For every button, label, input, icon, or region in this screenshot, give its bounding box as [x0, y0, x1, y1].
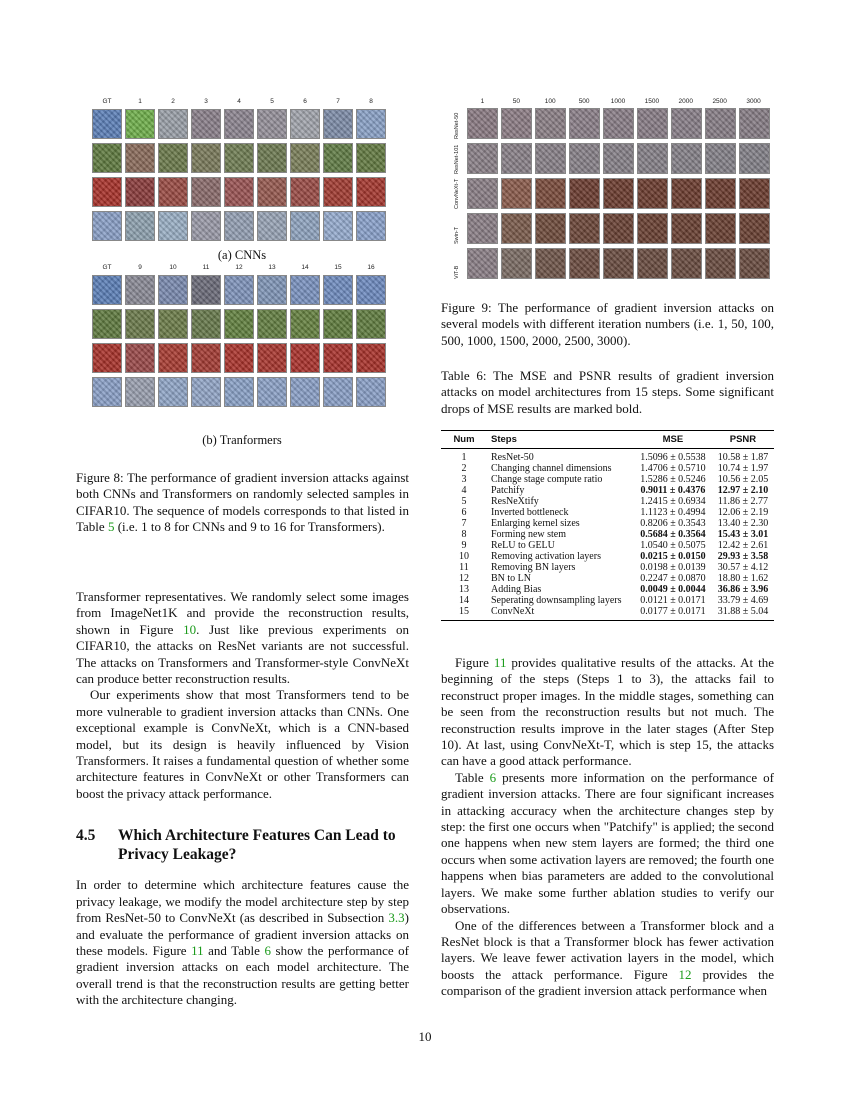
right-paragraph-3: One of the differences between a Transformer block and a ResNet block is that a Transformer block has fewer activation layers. We leave fewer activation layers in the model, which boosts the attack performance. Figure 12 provides the comparison of the gradient inversion attack performance when — [441, 917, 775, 999]
column-label: GT — [102, 98, 112, 105]
left-paragraph-3: In order to determine which architecture features cause the privacy leakage, we modify the model architecture step by step from ResNet-50 to ConvNeXt (as described in Subsection 3.3) and evaluate the performance of gradient inversion attacks on these models. Figure 11 and Table 6 show the performance of gradient inversion attacks on each model architecture. The overall trend is that the reconstruction results are getting better with the architecture changing. — [76, 877, 409, 1008]
cell-mse: 0.8206 ± 0.3543 — [640, 518, 706, 529]
column-label: 2500 — [712, 98, 727, 105]
thumbnail-image — [257, 109, 287, 139]
thumbnail-image — [501, 213, 532, 244]
thumbnail-image — [739, 178, 770, 209]
cell-psnr: 36.86 ± 3.96 — [717, 584, 769, 595]
cell-num: 7 — [461, 518, 467, 529]
fig9-caption: Figure 9: The performance of gradient inversion attacks on several models with different iteration numbers (i.e. 1, 50, 100, 500, 1000, 1500, 2000, 2500, 3000). — [441, 300, 774, 348]
thumbnail-image — [569, 178, 600, 209]
thumbnail-image — [356, 143, 386, 173]
table-row — [441, 449, 774, 464]
right-body — [441, 655, 774, 1000]
fig8a-subcaption: (a) CNNs — [217, 248, 267, 262]
cell-mse: 1.0540 ± 0.5075 — [640, 540, 706, 551]
thumbnail-image — [467, 178, 498, 209]
cell-mse: 0.9011 ± 0.4376 — [640, 485, 706, 496]
thumbnail-image — [290, 377, 320, 407]
thumbnail-image — [158, 211, 188, 241]
row-label: ResNet-101 — [454, 144, 460, 174]
cell-psnr: 12.06 ± 2.19 — [717, 507, 769, 518]
thumbnail-image — [92, 275, 122, 305]
thumbnail-image — [191, 309, 221, 339]
thumbnail-image — [671, 108, 702, 139]
thumbnail-image — [224, 143, 254, 173]
cell-mse: 1.2415 ± 0.6934 — [640, 496, 706, 507]
cell-num: 5 — [461, 496, 467, 507]
table-row — [441, 485, 774, 496]
thumbnail-image — [535, 248, 566, 279]
thumbnail-image — [569, 108, 600, 139]
table-6-link[interactable]: 6 — [264, 942, 271, 958]
thumbnail-image — [158, 377, 188, 407]
thumbnail-image — [356, 211, 386, 241]
header-steps: Steps — [491, 434, 517, 445]
section-title: Which Architecture Features Can Lead to Privacy Leakage? — [118, 827, 396, 864]
thumbnail-image — [467, 213, 498, 244]
thumbnail-image — [705, 178, 736, 209]
thumbnail-image — [637, 248, 668, 279]
fig8b-subcaption: (b) Tranformers — [202, 433, 282, 447]
thumbnail-image — [191, 177, 221, 207]
results-table — [441, 431, 774, 617]
column-label: 9 — [138, 264, 142, 271]
column-label: 7 — [336, 98, 340, 105]
cell-mse: 1.1123 ± 0.4994 — [640, 507, 706, 518]
fig8-caption: Figure 8: The performance of gradient inversion attacks against both CNNs and Transformers on randomly selected samples in CIFAR10. The sequence of models corresponds to that listed in Table 5 (i.e. 1 to 8 for CNNs and 9 to 16 for Transformers). — [76, 470, 409, 535]
thumbnail-image — [356, 377, 386, 407]
image-row — [92, 275, 397, 305]
cell-num: 12 — [459, 573, 469, 584]
thumbnail-image — [637, 108, 668, 139]
table-row — [441, 540, 774, 551]
thumbnail-image — [191, 275, 221, 305]
thumbnail-image — [257, 177, 287, 207]
thumbnail-image — [158, 275, 188, 305]
thumbnail-image — [739, 248, 770, 279]
column-label: 4 — [237, 98, 241, 105]
cell-psnr: 10.56 ± 2.05 — [717, 474, 769, 485]
thumbnail-image — [705, 213, 736, 244]
image-row — [467, 178, 772, 209]
thumbnail-image — [191, 143, 221, 173]
cell-step: Forming new stem — [491, 529, 566, 540]
fig8a-column-labels — [92, 98, 397, 109]
thumbnail-image — [356, 275, 386, 305]
image-row — [92, 343, 397, 373]
fig9-row-labels — [452, 108, 466, 288]
thumbnail-image — [158, 309, 188, 339]
page-number: 10 — [418, 1029, 432, 1044]
column-label: 15 — [334, 264, 342, 271]
column-label: 8 — [369, 98, 373, 105]
cell-mse: 0.5684 ± 0.3564 — [640, 529, 706, 540]
subsection-3-3-link[interactable]: 3.3 — [388, 910, 405, 926]
section-heading — [76, 826, 409, 864]
column-label: 1 — [480, 98, 485, 105]
column-label: 100 — [544, 98, 556, 105]
cell-psnr: 29.93 ± 3.58 — [717, 551, 769, 562]
cell-step: BN to LN — [491, 573, 531, 584]
cell-step: Removing activation layers — [491, 551, 601, 562]
thumbnail-image — [501, 143, 532, 174]
thumbnail-image — [257, 143, 287, 173]
fig8b-column-labels — [92, 264, 397, 275]
table-row — [441, 463, 774, 474]
cell-step: Inverted bottleneck — [491, 507, 569, 518]
fig8b-image-grid — [92, 275, 397, 407]
fig9-image-grid — [467, 108, 772, 279]
fig9-column-labels — [467, 98, 772, 108]
thumbnail-image — [257, 377, 287, 407]
thumbnail-image — [705, 143, 736, 174]
column-label: 3 — [204, 98, 208, 105]
cell-step: Removing BN layers — [491, 562, 576, 573]
thumbnail-image — [290, 211, 320, 241]
image-row — [92, 211, 397, 241]
cell-num: 8 — [461, 529, 467, 540]
cell-num: 9 — [461, 540, 467, 551]
thumbnail-image — [290, 109, 320, 139]
thumbnail-image — [603, 108, 634, 139]
thumbnail-image — [637, 178, 668, 209]
column-label: 13 — [268, 264, 276, 271]
cell-num: 13 — [459, 584, 469, 595]
table-row — [441, 474, 774, 485]
thumbnail-image — [356, 309, 386, 339]
left-paragraph-2: Our experiments show that most Transformers tend to be more vulnerable to gradient inversion attacks than CNNs. One exceptional example is ConvNeXt, which is a CNN-based model, but its design is heavily influenced by Vision Transformers. It raises a fundamental question of whether some architecture features in ConvNeXt or other Transformers can boost the privacy attack performance. — [76, 687, 409, 801]
section-number: 4.5 — [76, 827, 96, 845]
cell-psnr: 30.57 ± 4.12 — [717, 562, 769, 573]
thumbnail-image — [637, 213, 668, 244]
thumbnail-image — [739, 213, 770, 244]
column-label: 11 — [202, 264, 210, 271]
column-label: 50 — [512, 98, 520, 105]
cell-num: 14 — [459, 595, 469, 606]
column-label: 1 — [138, 98, 142, 105]
thumbnail-image — [671, 143, 702, 174]
thumbnail-image — [603, 213, 634, 244]
cell-mse: 0.2247 ± 0.0870 — [640, 573, 706, 584]
cell-step: ConvNeXt — [491, 606, 535, 617]
table-row — [441, 584, 774, 595]
thumbnail-image — [224, 275, 254, 305]
thumbnail-image — [705, 108, 736, 139]
thumbnail-image — [603, 248, 634, 279]
thumbnail-image — [356, 177, 386, 207]
column-label: 3000 — [746, 98, 761, 105]
right-paragraph-2: Table 6 presents more information on the performance of gradient inversion attacks. There are four significant increases in attacking accuracy when the architecture changes step by step: the first one occurs when "Patchify" is applied; the second one happens when new stem layers are formed; the third one occurs when some activation layers are removed; the fourth one happens when bias parameters are added to the convolutional layers. We make some further ablation studies to verify our observations. — [441, 769, 774, 917]
thumbnail-image — [323, 343, 353, 373]
table-row — [441, 496, 774, 507]
thumbnail-image — [125, 143, 155, 173]
thumbnail-image — [158, 143, 188, 173]
thumbnail-image — [323, 211, 353, 241]
cell-num: 6 — [461, 507, 467, 518]
table-6 — [441, 430, 774, 621]
thumbnail-image — [290, 177, 320, 207]
row-label: ResNet-50 — [454, 112, 460, 139]
cell-psnr: 10.58 ± 1.87 — [717, 452, 769, 463]
cell-step: Enlarging kernel sizes — [491, 518, 580, 529]
thumbnail-image — [92, 211, 122, 241]
cell-psnr: 13.40 ± 2.30 — [717, 518, 769, 529]
thumbnail-image — [290, 309, 320, 339]
table-5-link[interactable]: 5 — [107, 519, 115, 535]
column-label: 14 — [301, 264, 309, 271]
thumbnail-image — [603, 178, 634, 209]
figure-11-link[interactable]: 11 — [191, 942, 204, 958]
thumbnail-image — [535, 108, 566, 139]
thumbnail-image — [323, 177, 353, 207]
column-label: 2 — [171, 98, 175, 105]
thumbnail-image — [671, 248, 702, 279]
thumbnail-image — [125, 275, 155, 305]
table-row — [441, 573, 774, 584]
cell-step: Patchify — [491, 485, 525, 496]
thumbnail-image — [603, 143, 634, 174]
thumbnail-image — [92, 177, 122, 207]
figure-8 — [92, 98, 397, 407]
header-psnr: PSNR — [729, 434, 757, 445]
thumbnail-image — [569, 248, 600, 279]
cell-num: 3 — [461, 474, 467, 485]
row-label: ConvNeXt-T — [454, 178, 460, 209]
column-label: GT — [102, 264, 112, 271]
figure-9 — [452, 98, 772, 279]
thumbnail-image — [224, 177, 254, 207]
column-label: 2000 — [678, 98, 694, 105]
image-row — [92, 309, 397, 339]
thumbnail-image — [323, 377, 353, 407]
thumbnail-image — [569, 143, 600, 174]
thumbnail-image — [158, 343, 188, 373]
thumbnail-image — [191, 211, 221, 241]
thumbnail-image — [535, 178, 566, 209]
table-header-row — [441, 431, 774, 449]
thumbnail-image — [257, 343, 287, 373]
cell-num: 2 — [461, 463, 467, 474]
table-row — [441, 595, 774, 606]
thumbnail-image — [356, 109, 386, 139]
thumbnail-image — [92, 109, 122, 139]
cell-num: 4 — [461, 485, 467, 496]
image-row — [92, 109, 397, 139]
thumbnail-image — [158, 177, 188, 207]
thumbnail-image — [125, 377, 155, 407]
cell-mse: 1.5286 ± 0.5246 — [640, 474, 706, 485]
cell-psnr: 11.86 ± 2.77 — [717, 496, 769, 507]
thumbnail-image — [569, 213, 600, 244]
thumbnail-image — [323, 109, 353, 139]
header-mse: MSE — [662, 434, 684, 445]
left-paragraph-1: Transformer representatives. We randomly select some images from ImageNet1K and provide the reconstruction results, shown in Figure 10. Just like previous experiments on CIFAR10, the attacks on ResNet variants are not successful. The attacks on Transformers and Transformer-style ConvNeXt can produce better reconstruction results. — [76, 589, 410, 687]
image-row — [92, 143, 397, 173]
thumbnail-image — [501, 178, 532, 209]
thumbnail-image — [125, 177, 155, 207]
cell-step: ResNet-50 — [491, 452, 534, 463]
image-row — [92, 377, 397, 407]
table-row — [441, 551, 774, 562]
thumbnail-image — [224, 109, 254, 139]
thumbnail-image — [257, 275, 287, 305]
thumbnail-image — [92, 343, 122, 373]
thumbnail-image — [323, 275, 353, 305]
thumbnail-image — [705, 248, 736, 279]
cell-psnr: 33.79 ± 4.69 — [717, 595, 769, 606]
thumbnail-image — [739, 108, 770, 139]
cell-num: 11 — [459, 562, 469, 573]
thumbnail-image — [191, 343, 221, 373]
cell-mse: 0.0215 ± 0.0150 — [640, 551, 706, 562]
thumbnail-image — [323, 143, 353, 173]
thumbnail-image — [125, 109, 155, 139]
thumbnail-image — [356, 343, 386, 373]
left-body — [76, 589, 409, 1009]
header-num: Num — [453, 434, 475, 445]
table-row — [441, 562, 774, 573]
fig8a-image-grid — [92, 109, 397, 241]
thumbnail-image — [125, 211, 155, 241]
table-row — [441, 518, 774, 529]
column-label: 6 — [303, 98, 307, 105]
cell-step: Change stage compute ratio — [491, 474, 603, 485]
cell-mse: 0.0177 ± 0.0171 — [640, 606, 706, 617]
thumbnail-image — [125, 309, 155, 339]
row-label: ViT-B — [454, 265, 460, 279]
cell-step: ReLU to GELU — [491, 540, 555, 551]
thumbnail-image — [290, 143, 320, 173]
table6-caption: Table 6: The MSE and PSNR results of gradient inversion attacks on model architectures from 15 steps. Some significant drops of MSE results are marked bold. — [441, 368, 774, 416]
cell-mse: 0.0198 ± 0.0139 — [640, 562, 706, 573]
cell-num: 10 — [459, 551, 469, 562]
figure-10-link[interactable]: 10 — [183, 621, 197, 637]
cell-num: 1 — [461, 452, 467, 463]
thumbnail-image — [224, 309, 254, 339]
thumbnail-image — [739, 143, 770, 174]
cell-mse: 0.0049 ± 0.0044 — [640, 584, 706, 595]
thumbnail-image — [224, 377, 254, 407]
cell-step: Seperating downsampling layers — [491, 595, 622, 606]
thumbnail-image — [467, 108, 498, 139]
thumbnail-image — [290, 275, 320, 305]
cell-mse: 1.4706 ± 0.5710 — [640, 463, 706, 474]
thumbnail-image — [290, 343, 320, 373]
cell-step: Changing channel dimensions — [491, 463, 612, 474]
row-label: Swin-T — [454, 226, 460, 244]
cell-psnr: 12.97 ± 2.10 — [717, 485, 769, 496]
figure-12-link[interactable]: 12 — [678, 966, 692, 982]
thumbnail-image — [125, 343, 155, 373]
thumbnail-image — [92, 309, 122, 339]
thumbnail-image — [92, 377, 122, 407]
column-label: 5 — [270, 98, 274, 105]
image-row — [467, 213, 772, 244]
cell-psnr: 15.43 ± 3.01 — [717, 529, 769, 540]
cell-num: 15 — [459, 606, 469, 617]
image-row — [467, 143, 772, 174]
thumbnail-image — [501, 108, 532, 139]
thumbnail-image — [191, 377, 221, 407]
thumbnail-image — [467, 143, 498, 174]
cell-mse: 0.0121 ± 0.0171 — [640, 595, 706, 606]
table-body — [441, 449, 774, 618]
cell-mse: 1.5096 ± 0.5538 — [640, 452, 706, 463]
table-6-link-2[interactable]: 6 — [489, 769, 497, 785]
table-row — [441, 529, 774, 540]
table-row — [441, 507, 774, 518]
thumbnail-image — [637, 143, 668, 174]
cell-psnr: 12.42 ± 2.61 — [717, 540, 769, 551]
image-row — [467, 248, 772, 279]
cell-step: Adding Bias — [491, 584, 542, 595]
cell-psnr: 10.74 ± 1.97 — [717, 463, 769, 474]
thumbnail-image — [671, 178, 702, 209]
cell-step: ResNeXtify — [491, 496, 539, 507]
thumbnail-image — [257, 211, 287, 241]
thumbnail-image — [191, 109, 221, 139]
thumbnail-image — [501, 248, 532, 279]
column-label: 12 — [235, 264, 243, 271]
column-label: 1500 — [644, 98, 660, 105]
figure-11-link-2[interactable]: 11 — [493, 655, 507, 670]
table-row — [441, 606, 774, 617]
thumbnail-image — [158, 109, 188, 139]
thumbnail-image — [535, 213, 566, 244]
thumbnail-image — [535, 143, 566, 174]
column-label: 10 — [169, 264, 177, 271]
thumbnail-image — [257, 309, 287, 339]
thumbnail-image — [671, 213, 702, 244]
thumbnail-image — [323, 309, 353, 339]
column-label: 1000 — [610, 98, 626, 105]
thumbnail-image — [92, 143, 122, 173]
cell-psnr: 31.88 ± 5.04 — [717, 606, 769, 617]
right-paragraph-1: Figure 11 provides qualitative results of the attacks. At the beginning of the steps (Steps 1 to 3), the attacks fail to reconstruct proper images. In the middle stages, something can be seen from the reconstruction results but not much. The reconstruction results improve in the later stages (After Step 10). At last, using ConvNeXt-T, which is step 15, the attacks can have a good attack performance. — [441, 655, 774, 769]
column-label: 500 — [578, 98, 590, 105]
cell-psnr: 18.80 ± 1.62 — [717, 573, 769, 584]
thumbnail-image — [467, 248, 498, 279]
column-label: 16 — [367, 264, 375, 271]
image-row — [467, 108, 772, 139]
thumbnail-image — [224, 343, 254, 373]
image-row — [92, 177, 397, 207]
thumbnail-image — [224, 211, 254, 241]
